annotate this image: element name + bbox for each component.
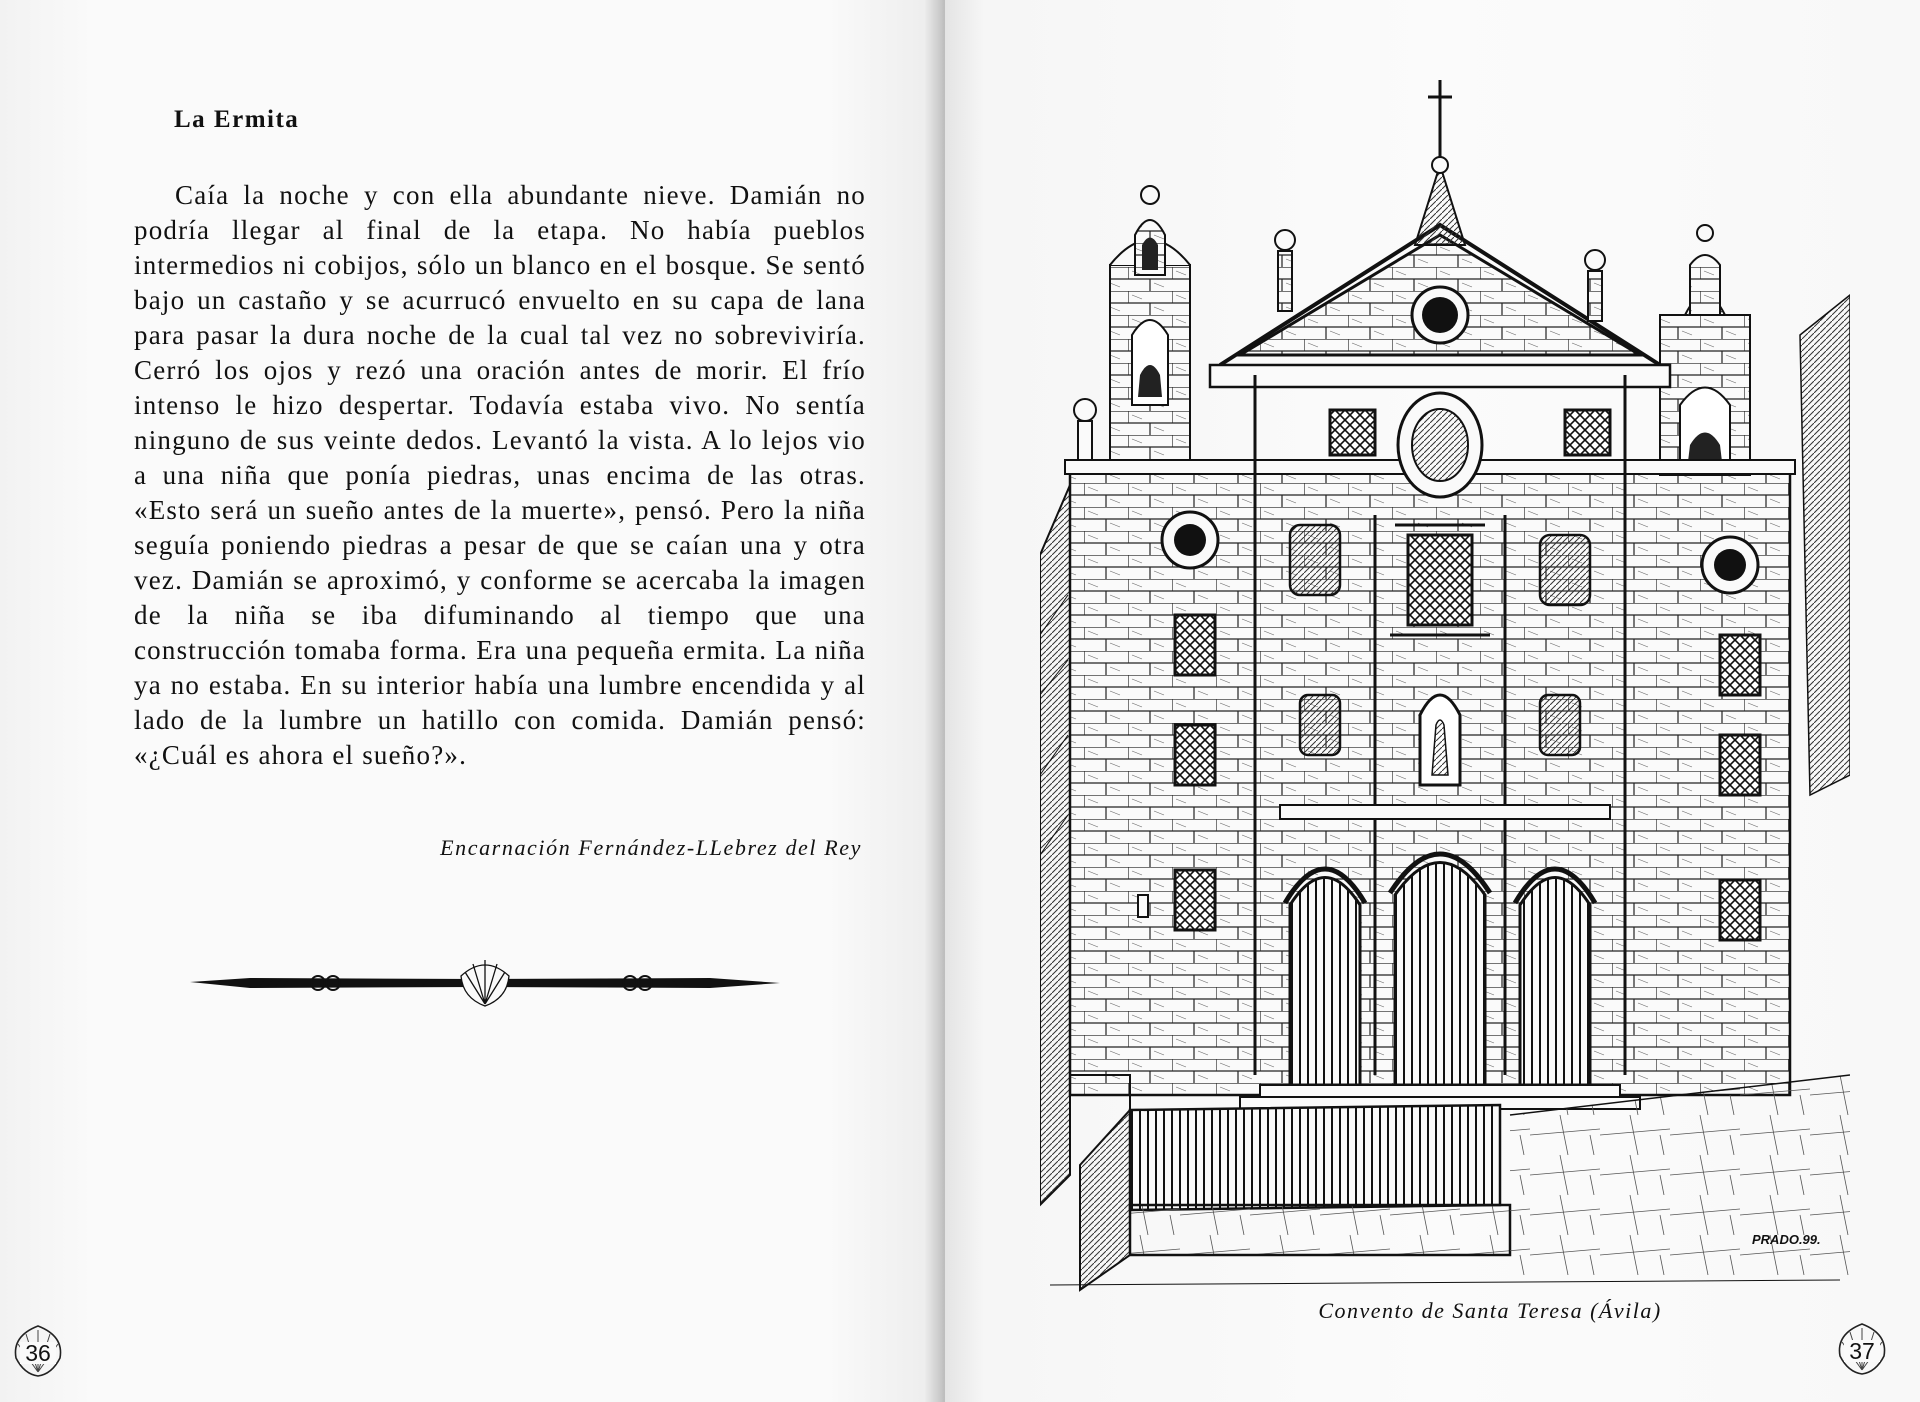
story-heading: La Ermita — [174, 106, 300, 133]
page-number-right: 37 — [1849, 1338, 1875, 1364]
page-number-left: 36 — [25, 1340, 51, 1366]
left-page — [0, 0, 940, 1402]
story-text: Caía la noche y con ella abundante nieve. Damián no podría llegar al final de la etapa. No había pueblos intermedios ni cobijos, sólo un blanco en el bosque. Se sentó bajo un castaño y se acurrucó envuelto en su capa de lana para pasar la dura noche de la cual tal vez no sobreviviría. Cerró los ojos y rezó una oración antes de morir. El frío intenso le hizo despertar. Todavía estaba vivo. No sentía ninguno de sus veinte dedos. Levantó la vista. A lo lejos vio a una niña que ponía piedras, unas encima de las otras. «Esto será un sueño antes de la muerte», pensó. Pero la niña seguía poniendo piedras a pesar de que se caían una y otra vez. Damián se aproximó, y conforme se acercaba la imagen de la niña se iba difuminando al tiempo que una construcción tomaba forma. Era una pequeña ermita. La niña ya no estaba. En su interior había una lumbre encendida y al lado de la lumbre un hatillo con comida. Damián pensó: «¿Cuál es ahora el sueño?». — [134, 180, 866, 770]
story-author: Encarnación Fernández-LLebrez del Rey — [440, 835, 862, 860]
illustration-signature: PRADO.99. — [1752, 1232, 1821, 1247]
page-number-shell-icon — [8, 1320, 68, 1380]
page-number-shell-icon-right — [1832, 1318, 1892, 1378]
illustration-caption: Convento de Santa Teresa (Ávila) — [1318, 1298, 1662, 1323]
ornament-divider-icon — [190, 948, 780, 1018]
convent-facade-illustration — [1040, 75, 1850, 1295]
